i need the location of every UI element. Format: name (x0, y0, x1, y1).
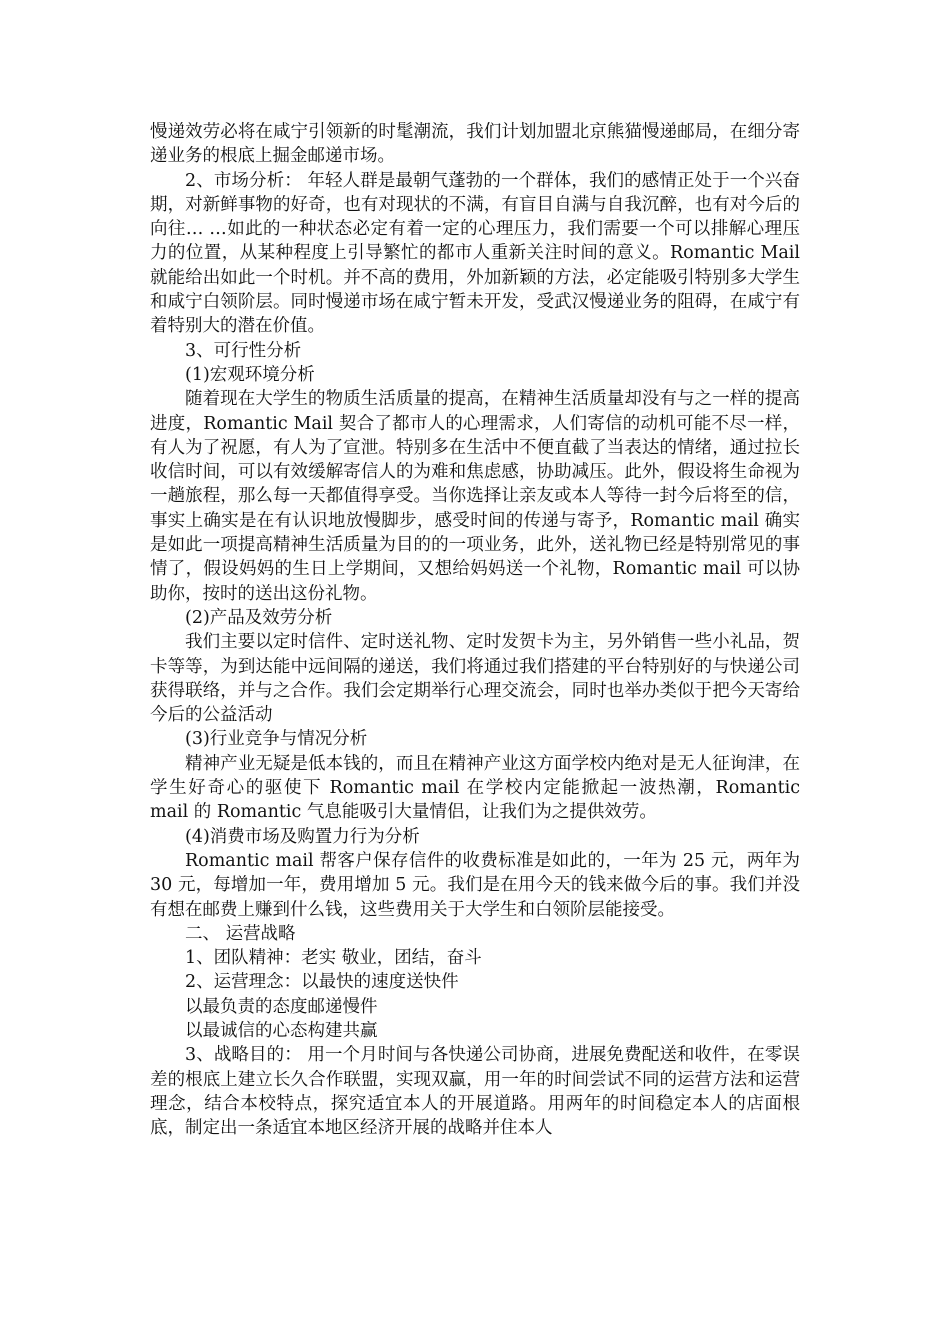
paragraph-concept-line-2: 以最负责的态度邮递慢件 (185, 996, 378, 1017)
heading-competition: (3)行业竞争与情况分析 (185, 729, 368, 750)
paragraph-macro-environment: 随着现在大学生的物质生活质量的提高，在精神生活质量却没有与之一样的提高进度，Romantic Mail 契合了都市人的心理需求，人们寄信的动机可能不尽一样，有人为了祝愿，有人为了宣泄。特别多在生活中不便直截了当表达的情绪，通过拉长收信时间，可以有效缓解寄信人的为难和焦虑感，协助减压。此外，假设将生命视为一趟旅程，那么每一天都值得享受。当你选择让亲友或本人等待一封今后将至的信，事实上确实是在有认识地放慢脚步，感受时间的传递与寄予，Romantic mail 确实是如此一项提高精神生活质量为目的的一项业务，此外，送礼物已经是特别常见的事情了，假设妈妈的生日上学期间，又想给妈妈送一个礼物，Romantic mail 可以协助你，按时的送出这份礼物。 (150, 389, 800, 604)
paragraph-market-analysis: 2、市场分析： 年轻人群是最朝气蓬勃的一个群体，我们的感情正处于一个兴奋期，对新鲜事物的好奇，也有对现状的不满，有盲目自满与自我沉醉，也有对今后的向往… …如此的一种状态必定有着一定的心理压力，我们需要一个可以排解心理压力的位置，从某种程度上引导繁忙的都市人重新关注时间的意义。Romantic Mail 就能给出如此一个时机。并不高的费用，外加新颖的方法，必定能吸引特别多大学生和咸宁白领阶层。同时慢递市场在咸宁暂未开发，受武汉慢递业务的阻碍，在咸宁有着特别大的潜在价值。 (150, 170, 800, 337)
heading-feasibility: 3、可行性分析 (185, 340, 302, 361)
paragraph-team-spirit: 1、团队精神：老实 敬业，团结，奋斗 (185, 948, 482, 969)
paragraph-operation-concept: 2、运营理念：以最快的速度送快件 (185, 972, 459, 993)
paragraph-concept-line-3: 以最诚信的心态构建共赢 (185, 1020, 378, 1041)
heading-operation-strategy: 二、 运营战略 (185, 923, 296, 944)
heading-consumer-market: (4)消费市场及购置力行为分析 (185, 826, 420, 847)
heading-product-service: (2)产品及效劳分析 (185, 607, 333, 628)
paragraph-product-service: 我们主要以定时信件、定时送礼物、定时发贺卡为主，另外销售一些小礼品，贺卡等等，为到达能中远间隔的递送，我们将通过我们搭建的平台特别好的与快递公司获得联络，并与之合作。我们会定期举行心理交流会，同时也举办类似于把今天寄给今后的公益活动 (150, 632, 800, 726)
paragraph-consumer-market: Romantic mail 帮客户保存信件的收费标准是如此的，一年为 25 元，两年为 30 元，每增加一年，费用增加 5 元。我们是在用今天的钱来做今后的事。我们并没有想在邮费上赚到什么钱，这些费用关于大学生和白领阶层能接受。 (150, 850, 800, 920)
paragraph-strategic-goal: 3、战略目的： 用一个月时间与各快递公司协商，进展免费配送和收件，在零误差的根底上建立长久合作联盟，实现双赢，用一年的时间尝试不同的运营方法和运营理念，结合本校特点，探究适宜本人的开展道路。用两年的时间稳定本人的店面根底，制定出一条适宜本地区经济开展的战略并住本人 (150, 1045, 800, 1139)
paragraph-competition: 精神产业无疑是低本钱的，而且在精神产业这方面学校内绝对是无人征询津，在学生好奇心的驱使下 Romantic mail 在学校内定能掀起一波热潮，Romantic mail 的 Romantic 气息能吸引大量情侣，让我们为之提供效劳。 (150, 753, 800, 823)
paragraph-1: 慢递效劳必将在咸宁引领新的时髦潮流，我们计划加盟北京熊猫慢递邮局，在细分寄递业务的根底上掘金邮递市场。 (150, 122, 800, 167)
document-page (150, 120, 800, 1140)
heading-macro-environment: (1)宏观环境分析 (185, 364, 315, 385)
